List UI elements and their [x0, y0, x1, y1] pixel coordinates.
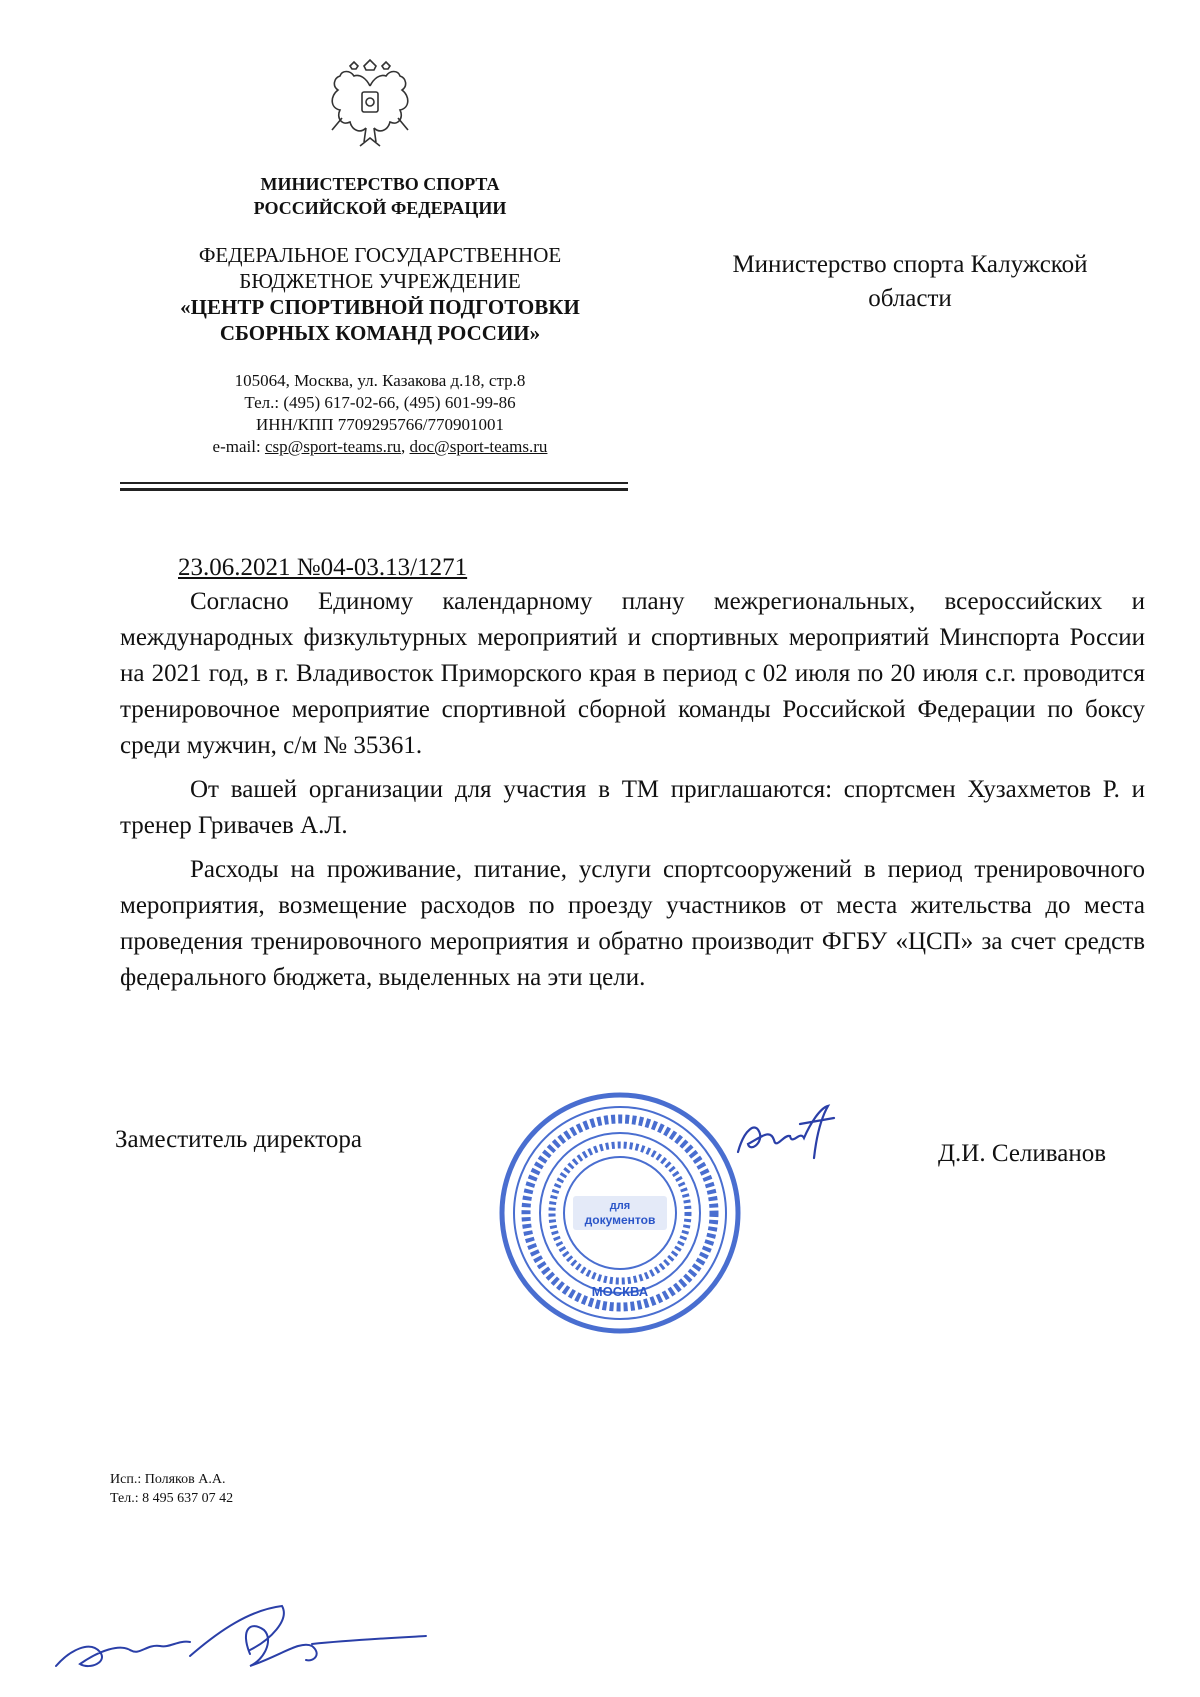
ministry-line: РОССИЙСКОЙ ФЕДЕРАЦИИ — [253, 198, 507, 218]
email-prefix: e-mail: — [212, 437, 265, 456]
header-divider-thin — [120, 482, 628, 484]
addressee-line: Министерство спорта Калужской — [732, 251, 1088, 278]
org-line: ФЕДЕРАЛЬНОЕ ГОСУДАРСТВЕННОЕ — [198, 243, 562, 267]
addressee-line: области — [868, 285, 952, 312]
email-link-doc[interactable]: doc@sport-teams.ru — [409, 437, 548, 456]
stamp-center-line: документов — [584, 1213, 656, 1227]
organization-name — [120, 242, 640, 346]
double-headed-eagle-icon — [320, 56, 420, 156]
header-divider-thick — [120, 488, 628, 491]
body-paragraph: От вашей организации для участия в ТМ приглашаются: спортсмен Хузахметов Р. и тренер Гривачев А.Л. — [120, 776, 1145, 839]
executor-phone: Тел.: 8 495 637 07 42 — [110, 1491, 234, 1506]
bottom-handwritten-marks — [50, 1600, 470, 1680]
email-line — [120, 436, 640, 458]
org-line-bold: «ЦЕНТР СПОРТИВНОЙ ПОДГОТОВКИ — [180, 295, 580, 319]
body-paragraph: Согласно Единому календарному плану межрегиональных, всероссийских и международных физкультурных мероприятий и спортивных мероприятий Минспорта России на 2021 год, в г. Владивосток Приморского края в период с 02 июля по 20 июля с.г. проводится тренировочное мероприятие спортивной сборной команды Российской Федерации по боксу среди мужчин, с/м № 35361. — [120, 588, 1145, 759]
org-line-bold: СБОРНЫХ КОМАНД РОССИИ» — [219, 321, 541, 345]
stamp-city: МОСКВА — [591, 1284, 649, 1299]
body-paragraph: Расходы на проживание, питание, услуги спортсооружений в период тренировочного мероприятия, возмещение расходов по проезду участников от места жительства до места проведения тренировочного мероприятия и обратно производит ФГБУ «ЦСП» за счет средств федерального бюджета, выделенных на эти цели. — [120, 856, 1145, 991]
signatory-title: Заместитель директора — [115, 1126, 362, 1153]
executor-name: Исп.: Поляков А.А. — [110, 1472, 226, 1487]
email-separator: , — [401, 437, 410, 456]
email-link-csp[interactable]: csp@sport-teams.ru — [264, 437, 401, 456]
org-line: БЮДЖЕТНОЕ УЧРЕЖДЕНИЕ — [239, 269, 521, 293]
ministry-line: МИНИСТЕРСТВО СПОРТА — [260, 174, 500, 194]
document-reference: 23.06.2021 №04-03.13/1271 — [178, 554, 468, 581]
ministry-heading — [120, 172, 640, 220]
letter-body — [120, 584, 1145, 1004]
address: 105064, Москва, ул. Казакова д.18, стр.8 — [234, 371, 526, 390]
signatory-name: Д.И. Селиванов — [938, 1140, 1107, 1167]
stamp-center-line: для — [609, 1200, 631, 1212]
contact-block — [120, 370, 640, 458]
addressee — [690, 248, 1130, 316]
executor-info — [110, 1470, 233, 1508]
handwritten-signature — [730, 1100, 840, 1170]
official-stamp — [495, 1088, 745, 1338]
phone: Тел.: (495) 617-02-66, (495) 601-99-86 — [244, 393, 516, 412]
inn-kpp: ИНН/КПП 7709295766/770901001 — [256, 415, 504, 434]
